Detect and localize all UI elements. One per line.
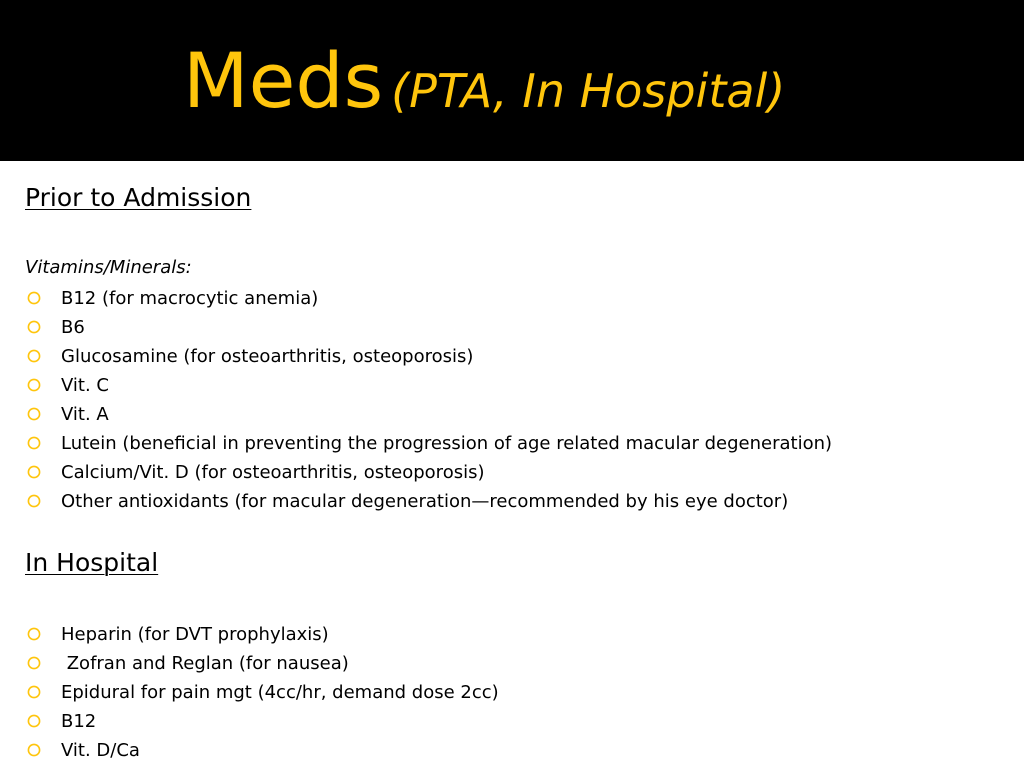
subheading-vitamins: Vitamins/Minerals:: [25, 257, 192, 278]
list-item: [25, 429, 832, 458]
circle-bullet-icon: [27, 685, 41, 699]
hospital-med-list: [25, 620, 499, 765]
list-item-text: Heparin (for DVT prophylaxis): [61, 624, 329, 645]
list-item-text: Lutein (beneficial in preventing the progression of age related macular degeneration): [61, 433, 833, 454]
circle-bullet-icon: [27, 627, 41, 641]
circle-bullet-icon: [27, 714, 41, 728]
list-item: [25, 649, 499, 678]
slide-title: [183, 36, 786, 125]
list-item: [25, 458, 832, 487]
circle-bullet-icon: [27, 494, 41, 508]
section-heading-hospital: In Hospital: [25, 548, 159, 577]
list-item: [25, 678, 499, 707]
list-item-text: Zofran and Reglan (for nausea): [61, 653, 349, 674]
circle-bullet-icon: [27, 743, 41, 757]
title-subtitle: (PTA, In Hospital): [391, 64, 786, 118]
list-item: [25, 620, 499, 649]
list-item-text: B12 (for macrocytic anemia): [61, 288, 319, 309]
list-item: [25, 736, 499, 765]
list-item: [25, 313, 832, 342]
list-item: [25, 342, 832, 371]
list-item-text: Vit. C: [61, 375, 109, 396]
list-item-text: B6: [61, 317, 85, 338]
list-item-text: Vit. D/Ca: [61, 740, 140, 761]
list-item-text: B12: [61, 711, 97, 732]
section-heading-prior: Prior to Admission: [25, 183, 252, 212]
list-item: [25, 400, 832, 429]
circle-bullet-icon: [27, 465, 41, 479]
list-item-text: Calcium/Vit. D (for osteoarthritis, osteoporosis): [61, 462, 485, 483]
circle-bullet-icon: [27, 436, 41, 450]
title-main: Meds: [183, 36, 384, 125]
list-item: [25, 371, 832, 400]
prior-med-list: [25, 284, 832, 516]
circle-bullet-icon: [27, 349, 41, 363]
list-item: [25, 487, 832, 516]
circle-bullet-icon: [27, 656, 41, 670]
circle-bullet-icon: [27, 291, 41, 305]
circle-bullet-icon: [27, 407, 41, 421]
list-item-text: Glucosamine (for osteoarthritis, osteoporosis): [61, 346, 474, 367]
title-bar: [0, 0, 1024, 161]
circle-bullet-icon: [27, 378, 41, 392]
list-item-text: Vit. A: [61, 404, 109, 425]
circle-bullet-icon: [27, 320, 41, 334]
list-item: [25, 284, 832, 313]
list-item-text: Other antioxidants (for macular degeneration—recommended by his eye doctor): [61, 491, 789, 512]
list-item-text: Epidural for pain mgt (4cc/hr, demand dose 2cc): [61, 682, 499, 703]
list-item: [25, 707, 499, 736]
